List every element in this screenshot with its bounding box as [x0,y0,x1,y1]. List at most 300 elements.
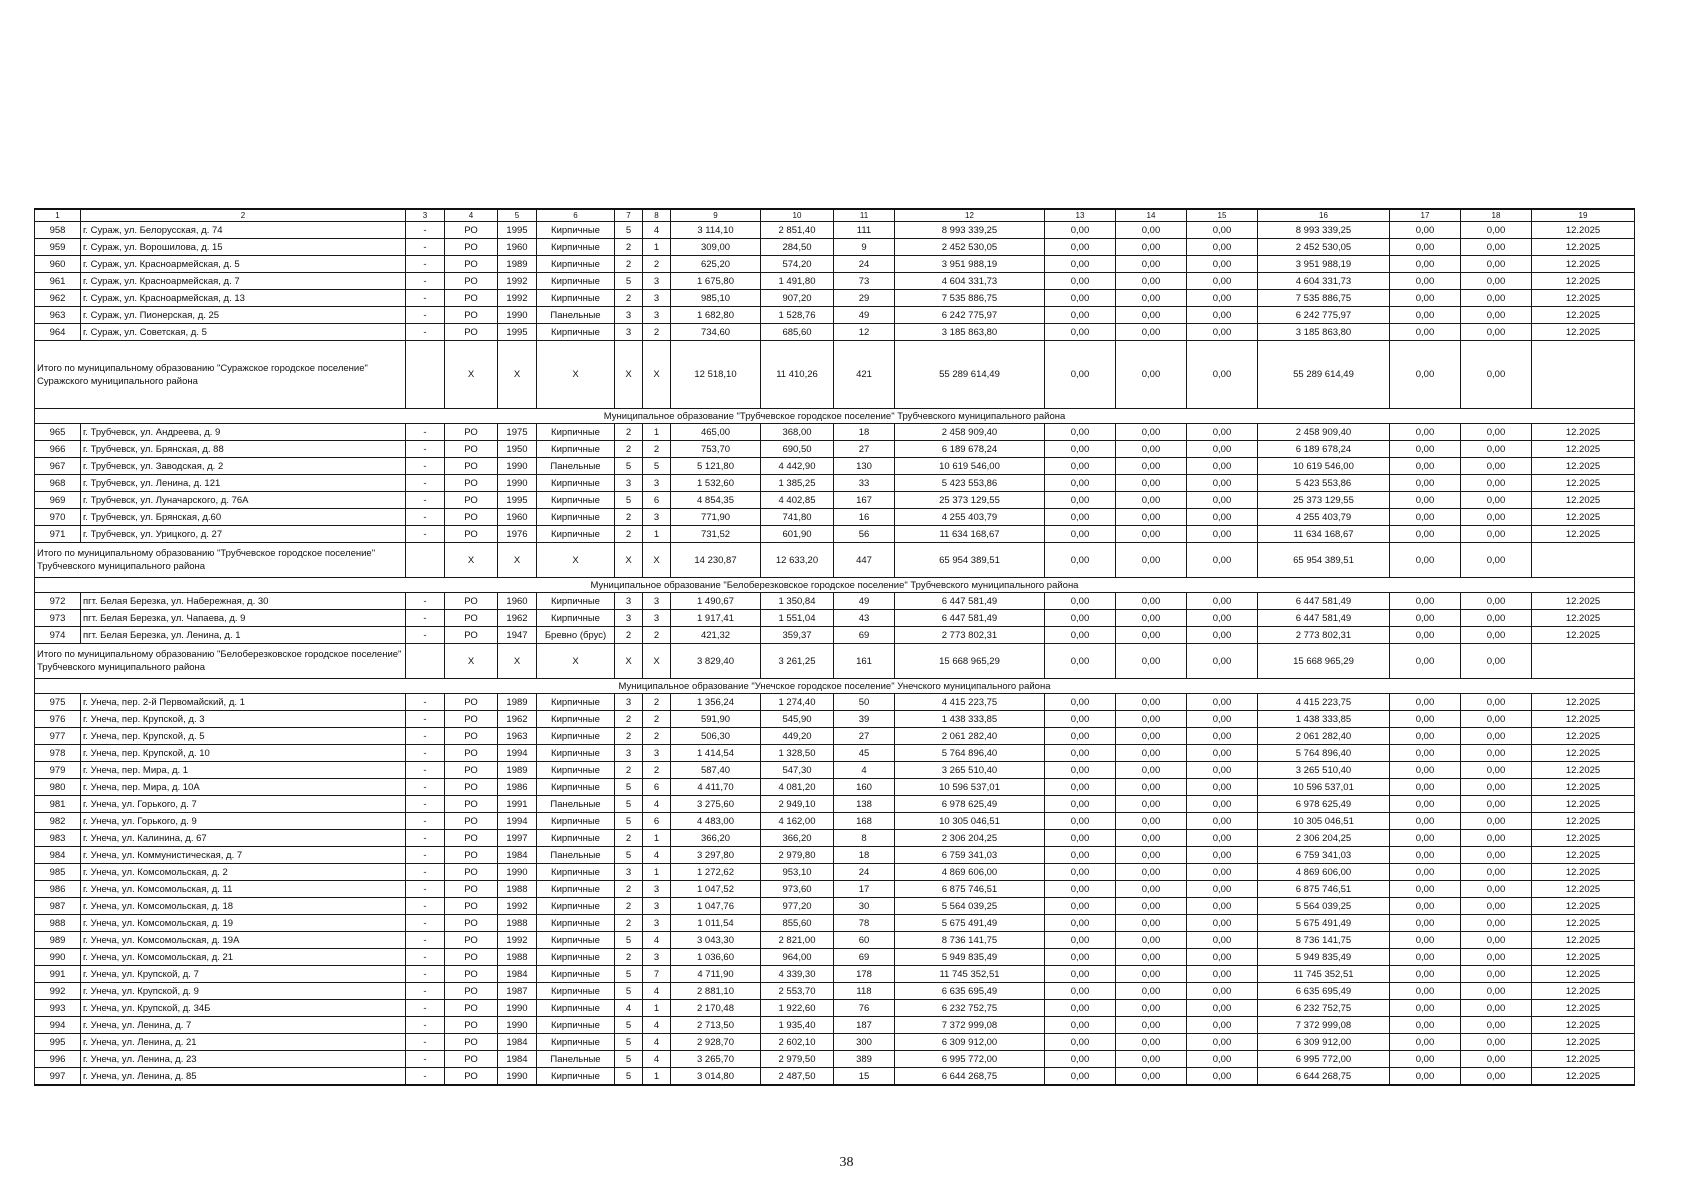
table-cell: 0,00 [1390,239,1461,256]
table-cell: 1 274,40 [761,694,834,711]
table-cell: Панельные [537,458,615,475]
address-cell: г. Унеча, пер. Мира, д. 10А [81,779,406,796]
subtotal-cell: X [537,644,615,679]
table-cell: 3 265 510,40 [1258,762,1390,779]
column-number-header: 5 [498,209,537,222]
subtotal-row [35,341,1635,409]
table-cell: 0,00 [1116,779,1187,796]
table-cell: 0,00 [1187,290,1258,307]
table-cell: 25 373 129,55 [895,492,1045,509]
table-cell: - [406,1000,445,1017]
table-cell: 1 [643,1068,671,1086]
column-number-header: 12 [895,209,1045,222]
table-cell: 12.2025 [1532,898,1635,915]
table-cell: 977 [35,728,81,745]
table-cell: 12.2025 [1532,256,1635,273]
table-cell: 989 [35,932,81,949]
table-cell: 167 [834,492,895,509]
table-cell: 0,00 [1187,728,1258,745]
table-cell: - [406,864,445,881]
table-cell: 0,00 [1461,273,1532,290]
table-cell: 5 [615,273,643,290]
table-cell: 4 [615,1000,643,1017]
table-cell: - [406,847,445,864]
address-cell: г. Унеча, пер. Крупской, д. 5 [81,728,406,745]
table-cell: 6 875 746,51 [1258,881,1390,898]
table-cell: 982 [35,813,81,830]
subtotal-cell: X [498,644,537,679]
table-cell: 0,00 [1461,627,1532,644]
table-cell: 0,00 [1390,593,1461,610]
table-cell: 4 [643,847,671,864]
table-cell: 1 [643,526,671,543]
table-cell: - [406,324,445,341]
table-cell: РО [445,898,498,915]
subtotal-label: Итого по муниципальному образованию "Суражское городское поселение" Суражского муниципального района [35,341,406,409]
table-cell: 6 447 581,49 [895,610,1045,627]
address-cell: г. Унеча, ул. Комсомольская, д. 2 [81,864,406,881]
table-cell: - [406,728,445,745]
table-cell: 0,00 [1390,779,1461,796]
table-cell: 49 [834,307,895,324]
table-cell: 0,00 [1116,898,1187,915]
table-cell: - [406,694,445,711]
table-cell: - [406,1034,445,1051]
table-cell: 1950 [498,441,537,458]
column-number-header: 13 [1045,209,1116,222]
table-cell: 0,00 [1461,290,1532,307]
table-cell: 1992 [498,290,537,307]
table-cell: 0,00 [1187,779,1258,796]
subtotal-cell: X [643,543,671,578]
table-cell: 985 [35,864,81,881]
table-cell: 0,00 [1390,694,1461,711]
table-cell: 0,00 [1116,475,1187,492]
table-cell: 0,00 [1390,864,1461,881]
table-cell: 965 [35,424,81,441]
table-cell: 3 [643,898,671,915]
table-cell: 4 442,90 [761,458,834,475]
table-cell: 970 [35,509,81,526]
table-cell: РО [445,424,498,441]
table-cell: Кирпичные [537,966,615,983]
table-cell: 12.2025 [1532,1017,1635,1034]
address-cell: г. Унеча, пер. Крупской, д. 10 [81,745,406,762]
table-cell: 8 [834,830,895,847]
table-cell: 1975 [498,424,537,441]
subtotal-cell: X [615,644,643,679]
table-cell: 1 047,52 [671,881,761,898]
table-cell: 4 483,00 [671,813,761,830]
table-cell: РО [445,796,498,813]
table-cell: 76 [834,1000,895,1017]
subtotal-cell: 55 289 614,49 [1258,341,1390,409]
table-cell: 5 [615,813,643,830]
table-cell: 6 447 581,49 [1258,610,1390,627]
table-cell: 1990 [498,307,537,324]
table-cell: 160 [834,779,895,796]
table-row [35,915,1635,932]
table-cell: 12.2025 [1532,983,1635,1000]
table-cell: 2 [643,762,671,779]
table-cell: 0,00 [1187,745,1258,762]
table-cell: 0,00 [1390,526,1461,543]
table-cell: РО [445,745,498,762]
table-cell: 960 [35,256,81,273]
subtotal-cell: X [643,341,671,409]
table-cell: 0,00 [1390,830,1461,847]
column-number-header: 14 [1116,209,1187,222]
address-cell: г. Унеча, ул. Комсомольская, д. 19А [81,932,406,949]
table-cell: 0,00 [1461,239,1532,256]
table-cell: 56 [834,526,895,543]
table-cell: 7 [643,966,671,983]
table-cell: 12.2025 [1532,424,1635,441]
table-cell: 2 [643,441,671,458]
subtotal-cell: X [537,341,615,409]
table-cell: 953,10 [761,864,834,881]
table-cell: 4 604 331,73 [895,273,1045,290]
address-cell: г. Унеча, ул. Горького, д. 7 [81,796,406,813]
table-cell: 1 036,60 [671,949,761,966]
subtotal-cell: 0,00 [1116,644,1187,679]
table-cell: 3 [643,881,671,898]
table-cell: 979 [35,762,81,779]
subtotal-cell: X [537,543,615,578]
table-cell: 601,90 [761,526,834,543]
table-cell: 12.2025 [1532,728,1635,745]
table-cell: 0,00 [1116,307,1187,324]
table-cell: - [406,610,445,627]
table-cell: 0,00 [1390,492,1461,509]
table-cell: 3 275,60 [671,796,761,813]
table-cell: 10 596 537,01 [1258,779,1390,796]
table-cell: РО [445,256,498,273]
column-number-header: 18 [1461,209,1532,222]
table-cell: 0,00 [1045,222,1116,239]
table-cell: 3 [643,273,671,290]
table-row [35,307,1635,324]
table-cell: - [406,881,445,898]
table-cell: - [406,273,445,290]
table-cell: 0,00 [1461,779,1532,796]
table-cell: 8 736 141,75 [1258,932,1390,949]
table-cell: 0,00 [1045,983,1116,1000]
table-cell: 0,00 [1187,475,1258,492]
table-cell: 959 [35,239,81,256]
table-cell: 1984 [498,966,537,983]
table-cell: 978 [35,745,81,762]
table-cell: 27 [834,441,895,458]
table-cell: 1960 [498,509,537,526]
table-cell: - [406,290,445,307]
table-cell: 5 675 491,49 [1258,915,1390,932]
address-cell: пгт. Белая Березка, ул. Чапаева, д. 9 [81,610,406,627]
table-cell: Кирпичные [537,983,615,1000]
table-cell: 506,30 [671,728,761,745]
table-cell: 6 995 772,00 [1258,1051,1390,1068]
table-cell: 3 [615,324,643,341]
page-number: 38 [839,1155,854,1170]
table-cell: 2 [643,694,671,711]
table-cell: 0,00 [1116,526,1187,543]
table-cell: 30 [834,898,895,915]
table-cell: 1962 [498,711,537,728]
subtotal-cell: 0,00 [1045,341,1116,409]
table-cell: Кирпичные [537,779,615,796]
address-cell: г. Трубчевск, ул. Брянская, д.60 [81,509,406,526]
table-cell: 12.2025 [1532,593,1635,610]
table-cell: 0,00 [1116,627,1187,644]
address-cell: г. Трубчевск, ул. Ленина, д. 121 [81,475,406,492]
section-title: Муниципальное образование "Унечское городское поселение" Унечского муниципального района [35,679,1635,694]
address-cell: г. Унеча, ул. Крупской, д. 7 [81,966,406,983]
table-cell: 4 604 331,73 [1258,273,1390,290]
table-cell: 7 535 886,75 [1258,290,1390,307]
table-cell: 3 [615,694,643,711]
table-cell: 12.2025 [1532,932,1635,949]
table-cell: 0,00 [1187,222,1258,239]
table-cell: 983 [35,830,81,847]
table-cell: 753,70 [671,441,761,458]
table-cell: 12.2025 [1532,813,1635,830]
table-cell: 1988 [498,915,537,932]
table-cell: 2 713,50 [671,1017,761,1034]
table-row [35,762,1635,779]
table-cell: 5 949 835,49 [1258,949,1390,966]
table-cell: 1 917,41 [671,610,761,627]
table-cell: РО [445,239,498,256]
table-cell: 988 [35,915,81,932]
table-cell: 0,00 [1045,627,1116,644]
subtotal-cell: 421 [834,341,895,409]
table-cell: 18 [834,847,895,864]
subtotal-label: Итого по муниципальному образованию "Белоберезковское городское поселение" Трубчевского муниципального района [35,644,406,679]
table-cell: 1 328,50 [761,745,834,762]
column-number-header: 17 [1390,209,1461,222]
table-cell: 6 [643,492,671,509]
table-cell: 6 759 341,03 [895,847,1045,864]
table-cell: 60 [834,932,895,949]
table-cell: 0,00 [1390,1051,1461,1068]
table-cell: 3 [643,949,671,966]
table-cell: 12.2025 [1532,966,1635,983]
table-cell: 1992 [498,273,537,290]
table-row [35,694,1635,711]
table-cell: 0,00 [1461,711,1532,728]
table-cell: - [406,424,445,441]
table-cell: РО [445,458,498,475]
table-cell: 12.2025 [1532,711,1635,728]
table-cell: - [406,949,445,966]
table-cell: 2 [615,509,643,526]
table-cell: 3 [615,745,643,762]
column-number-header: 4 [445,209,498,222]
table-cell: 3 [643,509,671,526]
table-cell: 0,00 [1390,1034,1461,1051]
table-cell: 3 [615,475,643,492]
subtotal-cell: X [615,543,643,578]
table-cell: 0,00 [1116,864,1187,881]
table-cell: 33 [834,475,895,492]
table-cell: 0,00 [1461,966,1532,983]
table-cell: 2 452 530,05 [895,239,1045,256]
table-cell: 0,00 [1045,526,1116,543]
table-cell: 0,00 [1390,898,1461,915]
subtotal-cell: X [498,341,537,409]
table-cell: 300 [834,1034,895,1051]
table-cell: 12.2025 [1532,949,1635,966]
table-cell: 5 764 896,40 [895,745,1045,762]
table-cell: 0,00 [1461,728,1532,745]
table-cell: 0,00 [1461,1000,1532,1017]
table-cell: 1 350,84 [761,593,834,610]
table-row [35,966,1635,983]
table-cell: 1988 [498,881,537,898]
table-cell: 994 [35,1017,81,1034]
table-cell: 0,00 [1187,881,1258,898]
table-cell: 17 [834,881,895,898]
table-cell: 0,00 [1390,1017,1461,1034]
table-cell: РО [445,864,498,881]
table-row [35,593,1635,610]
table-cell: 741,80 [761,509,834,526]
table-cell: 0,00 [1045,492,1116,509]
table-cell: 4 411,70 [671,779,761,796]
table-cell: - [406,441,445,458]
table-cell: 966 [35,441,81,458]
table-cell: 10 305 046,51 [1258,813,1390,830]
address-cell: г. Унеча, пер. Крупской, д. 3 [81,711,406,728]
table-cell: 0,00 [1461,830,1532,847]
table-cell: - [406,475,445,492]
table-cell: 4 081,20 [761,779,834,796]
table-cell: Кирпичные [537,1068,615,1086]
table-cell: 0,00 [1045,593,1116,610]
table-cell: 0,00 [1116,1034,1187,1051]
subtotal-cell: 55 289 614,49 [895,341,1045,409]
table-cell: РО [445,711,498,728]
table-cell: 969 [35,492,81,509]
table-cell: 1988 [498,949,537,966]
subtotal-cell: 14 230,87 [671,543,761,578]
table-cell: 8 993 339,25 [1258,222,1390,239]
table-cell: 2 306 204,25 [895,830,1045,847]
table-cell: 0,00 [1461,424,1532,441]
table-cell: 0,00 [1187,492,1258,509]
table-cell: РО [445,307,498,324]
table-cell: Кирпичные [537,593,615,610]
table-cell: 5 [615,847,643,864]
table-cell: 3 185 863,80 [1258,324,1390,341]
table-cell: 12.2025 [1532,610,1635,627]
table-cell: РО [445,1000,498,1017]
table-cell: 0,00 [1187,694,1258,711]
subtotal-cell: X [615,341,643,409]
address-cell: г. Трубчевск, ул. Луначарского, д. 76А [81,492,406,509]
table-cell: 0,00 [1390,509,1461,526]
table-cell: 389 [834,1051,895,1068]
table-cell: 0,00 [1045,864,1116,881]
table-cell: Кирпичные [537,932,615,949]
table-cell: Кирпичные [537,898,615,915]
table-cell: 986 [35,881,81,898]
table-cell: 39 [834,711,895,728]
table-cell: 0,00 [1461,694,1532,711]
table-cell: 4 [643,1034,671,1051]
table-cell: - [406,830,445,847]
table-cell: 0,00 [1045,1068,1116,1086]
table-cell: 985,10 [671,290,761,307]
table-cell: 1 438 333,85 [895,711,1045,728]
table-cell: РО [445,983,498,1000]
table-cell: - [406,966,445,983]
table-cell: 2 773 802,31 [1258,627,1390,644]
table-cell: Кирпичные [537,509,615,526]
table-cell: 855,60 [761,915,834,932]
table-cell: 0,00 [1390,762,1461,779]
table-cell: 0,00 [1187,256,1258,273]
table-cell: 0,00 [1461,526,1532,543]
table-cell: 2 [643,627,671,644]
table-cell: 0,00 [1390,966,1461,983]
table-cell: 0,00 [1390,813,1461,830]
table-cell: 4 162,00 [761,813,834,830]
table-cell: 5 [615,779,643,796]
address-cell: г. Трубчевск, ул. Заводская, д. 2 [81,458,406,475]
table-cell: 0,00 [1187,966,1258,983]
subtotal-cell: 0,00 [1187,341,1258,409]
table-cell: 5 423 553,86 [1258,475,1390,492]
table-cell: Кирпичные [537,222,615,239]
table-cell: 0,00 [1187,458,1258,475]
table-cell: 1987 [498,983,537,1000]
table-cell: 2 [615,711,643,728]
address-cell: г. Унеча, пер. Мира, д. 1 [81,762,406,779]
table-cell: 0,00 [1187,441,1258,458]
table-cell: 1 438 333,85 [1258,711,1390,728]
subtotal-cell: 0,00 [1187,543,1258,578]
table-cell: 6 189 678,24 [1258,441,1390,458]
table-cell: 0,00 [1116,239,1187,256]
table-row [35,1017,1635,1034]
table-cell: 18 [834,424,895,441]
table-cell: 7 372 999,08 [895,1017,1045,1034]
table-cell: 5 [615,1068,643,1086]
table-cell: 3 951 988,19 [1258,256,1390,273]
subtotal-cell: 0,00 [1045,543,1116,578]
address-cell: г. Унеча, ул. Ленина, д. 85 [81,1068,406,1086]
table-cell: 1986 [498,779,537,796]
table-cell: 0,00 [1045,949,1116,966]
table-cell: 12.2025 [1532,779,1635,796]
table-cell: 3 [643,307,671,324]
table-cell: 1 551,04 [761,610,834,627]
table-cell: 0,00 [1045,256,1116,273]
table-cell: 0,00 [1461,324,1532,341]
table-cell: 2 [615,424,643,441]
table-cell: 0,00 [1187,830,1258,847]
table-cell: 0,00 [1116,424,1187,441]
table-cell: 0,00 [1116,222,1187,239]
table-cell: 0,00 [1116,966,1187,983]
table-cell: 0,00 [1461,898,1532,915]
table-cell: 0,00 [1045,847,1116,864]
table-cell: 3 265,70 [671,1051,761,1068]
table-cell: 0,00 [1116,441,1187,458]
table-row [35,475,1635,492]
table-cell: 4 [643,1051,671,1068]
